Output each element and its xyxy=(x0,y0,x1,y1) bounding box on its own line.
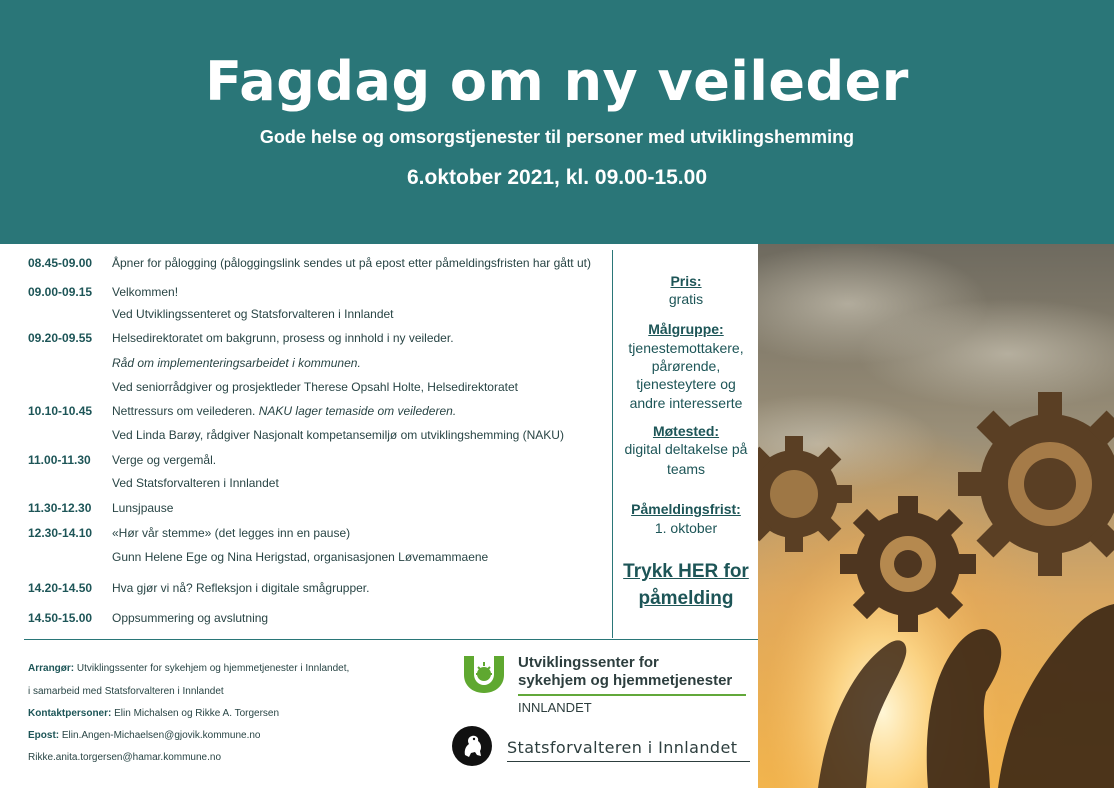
deadline-value: 1. oktober xyxy=(654,520,718,536)
email-2[interactable]: Rikke.anita.torgersen@hamar.kommune.no xyxy=(28,752,222,763)
page-title: Fagdag om ny veileder xyxy=(205,50,909,113)
program-desc-text: Nettressurs om veilederen. xyxy=(112,404,259,418)
sf-underline xyxy=(507,761,750,762)
target-line: tjenesteytere og xyxy=(636,376,736,392)
program-desc: Verge og vergemål. xyxy=(112,453,217,467)
uts-name-line1: Utviklingssenter for xyxy=(518,654,659,671)
program-time: 14.20-14.50 xyxy=(28,581,93,595)
organizer-label: Arrangør: xyxy=(28,663,75,674)
contacts-value: Elin Michalsen og Rikke A. Torgersen xyxy=(111,708,280,719)
program-desc: Gunn Helene Ege og Nina Herigstad, organisasjonen Løvemammaene xyxy=(112,550,489,564)
register-link-line: påmelding xyxy=(638,588,734,609)
program-desc xyxy=(112,356,361,370)
contacts-line xyxy=(28,708,279,719)
event-date: 6.oktober 2021, kl. 09.00-15.00 xyxy=(406,166,708,189)
utviklingssenter-logo xyxy=(462,654,746,718)
program-desc: Ved seniorrådgiver og prosjektleder Therese Opsahl Holte, Helsedirektoratet xyxy=(112,380,518,394)
page-subtitle: Gode helse og omsorgstjenester til personer med utviklingshemming xyxy=(259,127,855,147)
venue-line: teams xyxy=(666,461,706,477)
program-desc: Ved Statsforvalteren i Innlandet xyxy=(112,476,279,490)
sf-name: Statsforvalteren i Innlandet xyxy=(507,738,738,757)
program-time: 10.10-10.45 xyxy=(28,404,93,418)
price-value: gratis xyxy=(668,291,704,307)
email-1[interactable]: Elin.Angen-Michaelsen@gjovik.kommune.no xyxy=(59,730,261,741)
program-desc-italic: NAKU lager temaside om veilederen. xyxy=(258,404,457,418)
email-label: Epost: xyxy=(28,730,60,741)
footer-divider xyxy=(24,639,758,640)
program-time: 11.30-12.30 xyxy=(28,501,92,515)
price-label: Pris: xyxy=(670,273,702,289)
venue-label: Møtested: xyxy=(652,423,720,439)
program-desc: Helsedirektoratet om bakgrunn, prosess og innhold i ny veileder. xyxy=(112,331,454,345)
target-line: andre interesserte xyxy=(629,395,743,411)
program-desc: «Hør vår stemme» (det legges inn en pause) xyxy=(112,526,351,540)
program-desc: Ved Linda Barøy, rådgiver Nasjonalt kompetansemiljø om utviklingshemming (NAKU) xyxy=(112,428,564,442)
utviklingssenter-logo-icon xyxy=(462,654,506,694)
program-time: 14.50-15.00 xyxy=(28,611,93,625)
organizer-line xyxy=(28,663,349,674)
gears-illustration xyxy=(758,244,1114,788)
program-desc: Oppsummering og avslutning xyxy=(112,611,269,625)
register-link-line: Trykk HER for xyxy=(623,561,749,582)
statsforvalteren-logo xyxy=(452,726,752,768)
organizer-line-2: i samarbeid med Statsforvalteren i Innlandet xyxy=(28,686,224,697)
program-desc: Velkommen! xyxy=(112,285,179,299)
register-link[interactable] xyxy=(614,558,758,612)
program-time: 12.30-14.10 xyxy=(28,526,93,540)
program-time: 09.20-09.55 xyxy=(28,331,93,345)
program-desc xyxy=(112,404,456,418)
venue-line: digital deltakelse på xyxy=(624,441,748,457)
program-desc: Ved Utviklingssenteret og Statsforvalteren i Innlandet xyxy=(112,307,394,321)
uts-logo-bar xyxy=(518,694,746,696)
program-time: 08.45-09.00 xyxy=(28,256,93,270)
gears-sunset-photo xyxy=(758,244,1114,788)
target-line: tjenestemottakere, xyxy=(628,340,744,356)
uts-name-line2: sykehjem og hjemmetjenester xyxy=(518,672,733,689)
program-desc-italic: Råd om implementeringsarbeidet i kommunen. xyxy=(112,356,361,370)
target-label: Målgruppe: xyxy=(648,321,724,337)
program-desc: Hva gjør vi nå? Refleksjon i digitale smågrupper. xyxy=(112,581,370,595)
contacts-label: Kontaktpersoner: xyxy=(28,708,112,719)
program-desc: Åpner for pålogging (påloggingslink sendes ut på epost etter påmeldingsfristen har gått ut) xyxy=(112,256,591,270)
lion-seal-icon xyxy=(452,726,492,766)
column-divider xyxy=(612,250,613,638)
target-line: pårørende, xyxy=(651,358,721,374)
header-banner xyxy=(0,0,1114,244)
organizer-value: Utviklingssenter for sykehjem og hjemmetjenester i Innlandet, xyxy=(74,663,350,674)
program-desc: Lunsjpause xyxy=(112,501,174,515)
deadline-label: Påmeldingsfrist: xyxy=(631,501,741,517)
program-time: 09.00-09.15 xyxy=(28,285,93,299)
email-line xyxy=(28,730,260,741)
uts-region: INNLANDET xyxy=(518,700,592,715)
program-time: 11.00-11.30 xyxy=(28,453,91,467)
